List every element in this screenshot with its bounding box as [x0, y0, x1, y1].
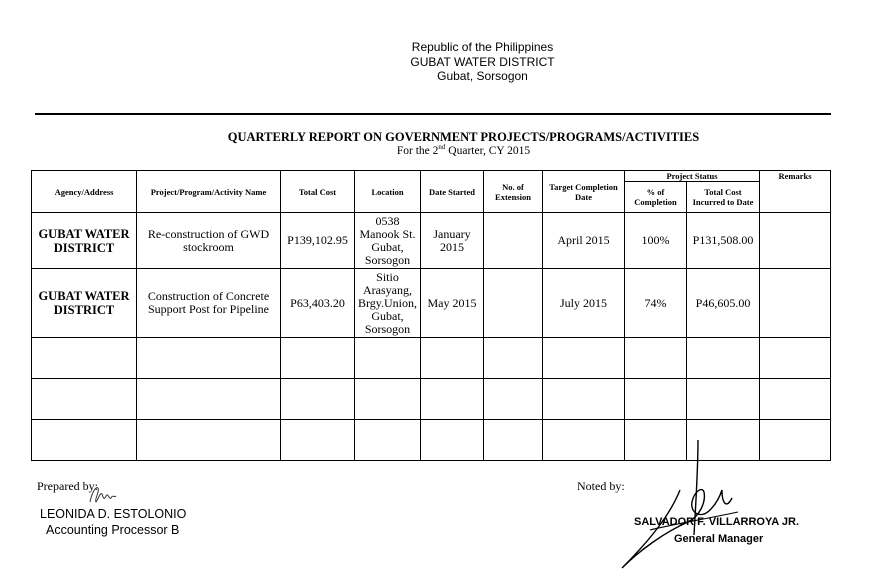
header-line-address: Gubat, Sorsogon — [437, 69, 528, 83]
header-divider — [35, 113, 831, 115]
projects-table — [31, 170, 831, 461]
cell-cost: P139,102.95 — [281, 213, 355, 269]
cell-location: 0538 Manook St. Gubat, Sorsogon — [355, 213, 421, 269]
noted-by-name: SALVADOR F. VILLARROYA JR. — [634, 516, 800, 528]
cell-incurred: P131,508.00 — [687, 213, 760, 269]
prepared-by-name: LEONIDA D. ESTOLONIO — [40, 507, 187, 521]
cell-remarks — [760, 213, 831, 269]
cell-agency: GUBAT WATER DISTRICT — [32, 269, 137, 338]
cell-extension — [484, 269, 543, 338]
cell-cost: P63,403.20 — [281, 269, 355, 338]
cell-incurred: P46,605.00 — [687, 269, 760, 338]
col-header-location: Location — [355, 171, 421, 213]
cell-project: Construction of Concrete Support Post for Pipeline — [137, 269, 281, 338]
cell-location: Sitio Arasyang, Brgy.Union, Gubat, Sorsogon — [355, 269, 421, 338]
header-line-republic: Republic of the Philippines — [411, 40, 554, 54]
noted-by-position: General Manager — [674, 533, 764, 545]
noted-signature — [610, 440, 750, 575]
cell-target: April 2015 — [543, 213, 625, 269]
prepared-signature — [86, 482, 126, 508]
cell-extension — [484, 213, 543, 269]
cell-agency: GUBAT WATER DISTRICT — [32, 213, 137, 269]
header-line-district: GUBAT WATER DISTRICT — [410, 54, 555, 69]
col-header-incurred: Total Cost Incurred to Date — [687, 182, 760, 213]
col-header-project: Project/Program/Activity Name — [137, 171, 281, 213]
col-header-agency: Agency/Address — [32, 171, 137, 213]
prepared-by-label: Prepared by: — [37, 479, 98, 493]
col-header-cost: Total Cost — [281, 171, 355, 213]
cell-started: January 2015 — [421, 213, 484, 269]
cell-target: July 2015 — [543, 269, 625, 338]
col-header-pct: % of Completion — [625, 182, 687, 213]
cell-pct: 74% — [625, 269, 687, 338]
noted-by-label: Noted by: — [577, 479, 625, 493]
table-row — [32, 269, 831, 338]
table-row — [32, 213, 831, 269]
col-header-extension: No. of Extension — [484, 171, 543, 213]
cell-started: May 2015 — [421, 269, 484, 338]
subtitle-suffix: Quarter, CY 2015 — [445, 144, 531, 157]
subtitle-prefix: For the 2 — [396, 144, 439, 157]
cell-remarks — [760, 269, 831, 338]
col-header-status: Project Status — [625, 171, 760, 182]
prepared-by-position: Accounting Processor B — [46, 523, 180, 537]
col-header-started: Date Started — [421, 171, 484, 213]
col-header-target: Target Completion Date — [543, 171, 625, 213]
report-subtitle — [20, 143, 887, 157]
cell-pct: 100% — [625, 213, 687, 269]
subtitle-ordinal: nd — [438, 143, 446, 151]
col-header-remarks: Remarks — [760, 171, 831, 213]
table-row-empty — [32, 379, 831, 420]
document-header — [0, 40, 887, 84]
table-row-empty — [32, 338, 831, 379]
report-title: QUARTERLY REPORT ON GOVERNMENT PROJECTS/PROGRAMS/ACTIVITIES — [227, 130, 700, 144]
cell-project: Re-construction of GWD stockroom — [137, 213, 281, 269]
